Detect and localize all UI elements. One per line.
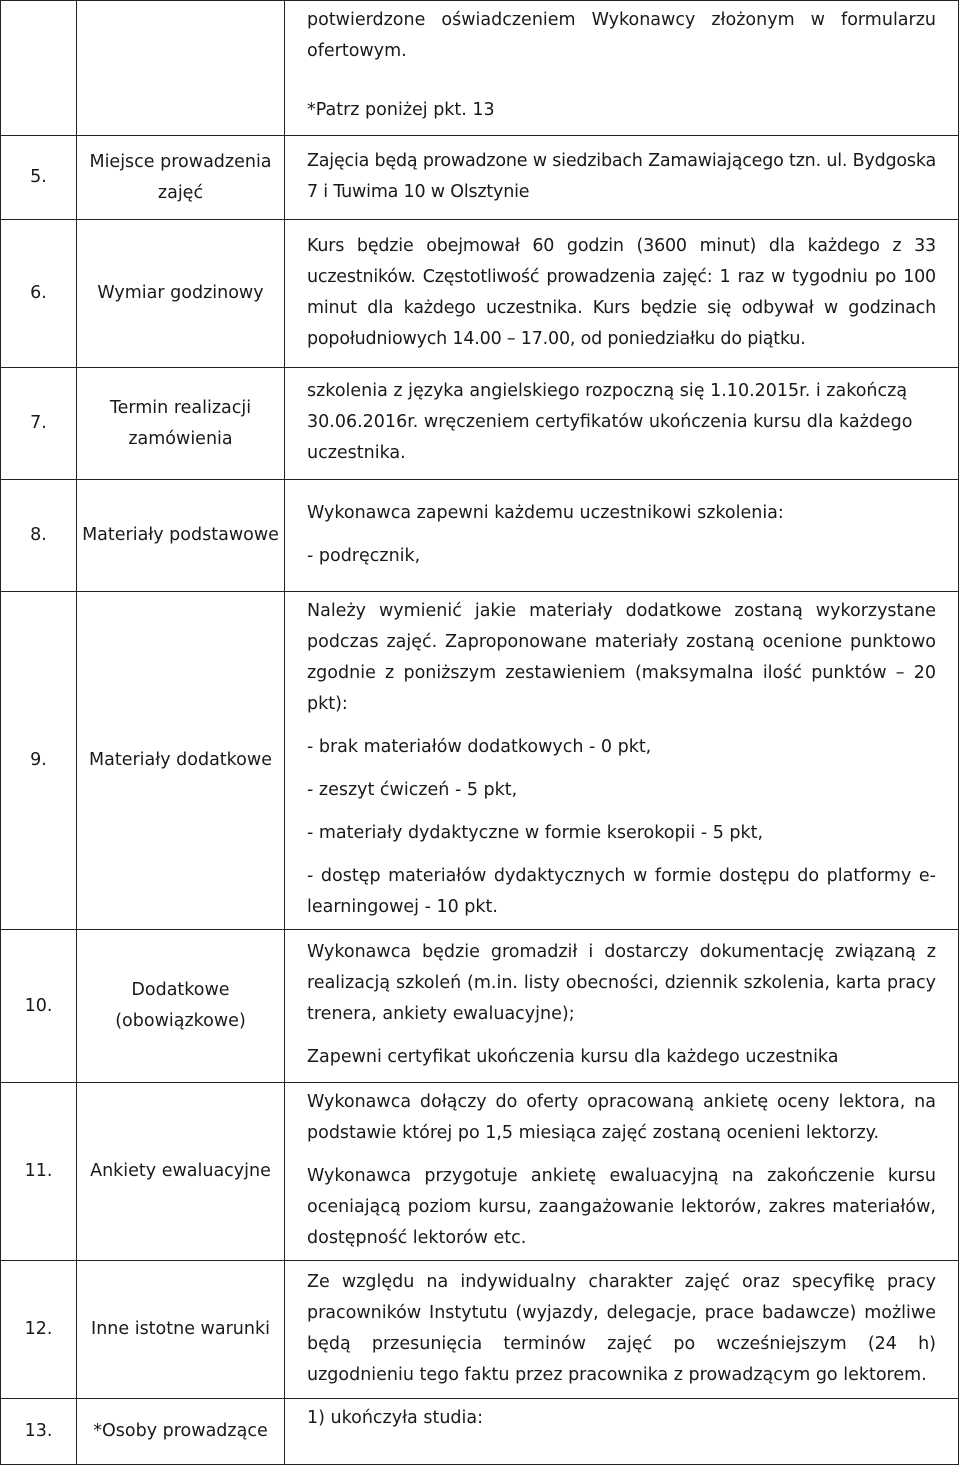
table-row (1, 220, 959, 368)
content-paragraph: potwierdzone oświadczeniem Wykonawcy złożonym w formularzu ofertowym. (307, 10, 936, 61)
row-number: 12. (1, 1261, 77, 1399)
table-row (1, 592, 959, 930)
content-paragraph: Wykonawca zapewni każdemu uczestnikowi szkolenia: (307, 502, 784, 523)
content-paragraph: Wykonawca przygotuje ankietę ewaluacyjną na zakończenie kursu oceniającą poziom kursu, zaangażowanie lektorów, zakres materiałów, dostępność lektorów etc. (307, 1166, 936, 1248)
row-label: Termin realizacji zamówienia (77, 368, 285, 480)
row-label: Materiały podstawowe (77, 480, 285, 592)
row-content (285, 480, 959, 592)
content-paragraph: *Patrz poniżej pkt. 13 (307, 100, 495, 120)
content-paragraph: Ze względu na indywidualny charakter zajęć oraz specyfikę pracy pracowników Instytutu (wyjazdy, delegacje, prace badawcze) możliwe będą przesunięcia terminów zajęć po wcześniejszym (24 h) uzgodnieniu tego faktu przez pracownika z prowadzącym go lektorem. (307, 1271, 936, 1385)
content-paragraph: Należy wymienić jakie materiały dodatkowe zostaną wykorzystane podczas zajęć. Zaproponowane materiały zostaną ocenione punktowo zgodnie z poniższym zestawieniem (maksymalna ilość punktów – 20 pkt): (307, 601, 936, 714)
row-number: 11. (1, 1083, 77, 1261)
table-row (1, 1, 959, 136)
table-row (1, 136, 959, 220)
row-content (285, 368, 959, 480)
row-content (285, 136, 959, 220)
table-row (1, 1399, 959, 1465)
list-item: - brak materiałów dodatkowych - 0 pkt, (307, 737, 652, 757)
list-item: - materiały dydaktyczne w formie kserokopii - 5 pkt, (307, 823, 764, 843)
table-row (1, 1083, 959, 1261)
row-content (285, 930, 959, 1083)
row-content (285, 1, 959, 136)
row-number (1, 1, 77, 136)
table-row (1, 1261, 959, 1399)
row-label: Ankiety ewaluacyjne (77, 1083, 285, 1261)
content-paragraph: 1) ukończyła studia: (307, 1408, 484, 1428)
row-number: 8. (1, 480, 77, 592)
row-content (285, 220, 959, 368)
row-label: Materiały dodatkowe (77, 592, 285, 930)
table-row (1, 368, 959, 480)
content-paragraph: Zajęcia będą prowadzone w siedzibach Zamawiającego tzn. ul. Bydgoska 7 i Tuwima 10 w Olsztynie (307, 150, 936, 202)
table-row (1, 480, 959, 592)
content-paragraph: Wykonawca będzie gromadził i dostarczy dokumentację związaną z realizacją szkoleń (m.in. listy obecności, dziennik szkolenia, karta pracy trenera, ankiety ewaluacyjne); (307, 942, 936, 1024)
content-paragraph: Kurs będzie obejmował 60 godzin (3600 minut) dla każdego z 33 uczestników. Częstotliwość prowadzenia zajęć: 1 raz w tygodniu po 100 minut dla każdego uczestnika. Kurs będzie się odbywał w godzinach popołudniowych 14.00 – 17.00, od poniedziałku do piątku. (307, 235, 936, 349)
row-number: 5. (1, 136, 77, 220)
table-row (1, 930, 959, 1083)
content-paragraph: Zapewni certyfikat ukończenia kursu dla każdego uczestnika (307, 1047, 839, 1067)
row-number: 13. (1, 1399, 77, 1465)
list-item: - podręcznik, (307, 545, 421, 566)
row-label: *Osoby prowadzące (77, 1399, 285, 1465)
content-paragraph: Wykonawca dołączy do oferty opracowaną ankietę oceny lektora, na podstawie której po 1,5 miesiąca zajęć zostaną ocenieni lektorzy. (307, 1092, 936, 1143)
content-paragraph: szkolenia z języka angielskiego rozpoczną się 1.10.2015r. i zakończą 30.06.2016r. wręczeniem certyfikatów ukończenia kursu dla każdego uczestnika. (307, 381, 913, 463)
row-number: 6. (1, 220, 77, 368)
row-label: Wymiar godzinowy (77, 220, 285, 368)
row-label (77, 1, 285, 136)
row-number: 9. (1, 592, 77, 930)
row-content (285, 1261, 959, 1399)
row-label: Miejsce prowadzenia zajęć (77, 136, 285, 220)
row-label: Dodatkowe (obowiązkowe) (77, 930, 285, 1083)
row-content (285, 1399, 959, 1465)
row-number: 7. (1, 368, 77, 480)
row-content (285, 592, 959, 930)
list-item: - dostęp materiałów dydaktycznych w formie dostępu do platformy e-learningowej - 10 pkt. (307, 866, 936, 917)
row-number: 10. (1, 930, 77, 1083)
row-label: Inne istotne warunki (77, 1261, 285, 1399)
list-item: - zeszyt ćwiczeń - 5 pkt, (307, 780, 518, 800)
row-content (285, 1083, 959, 1261)
